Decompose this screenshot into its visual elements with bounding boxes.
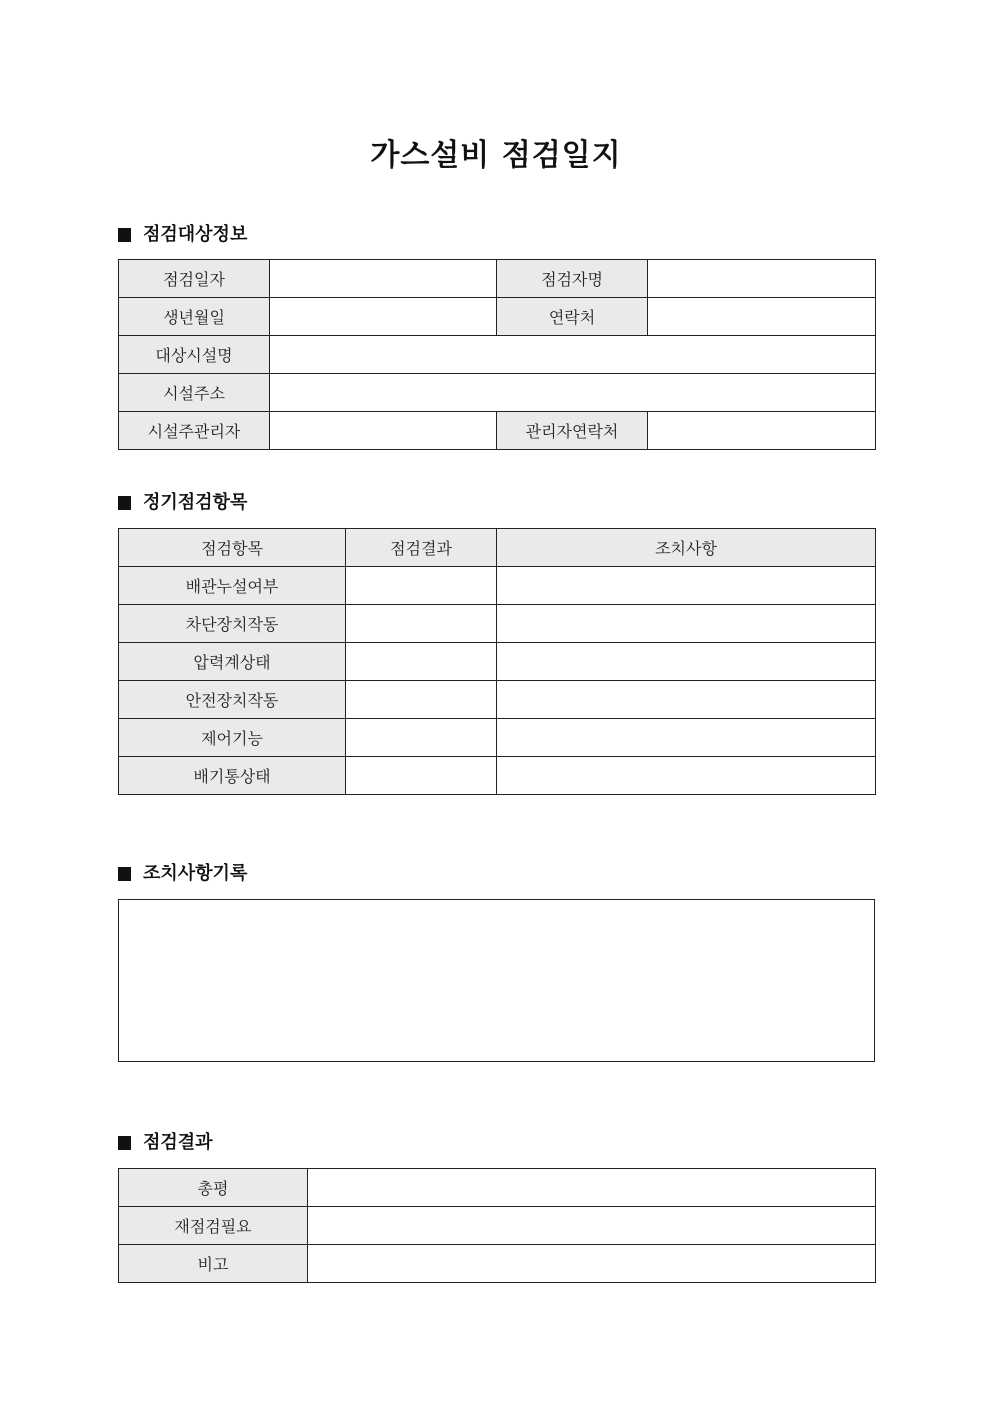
- table-row: [119, 1207, 876, 1245]
- column-header: 점검항목: [119, 529, 346, 567]
- table-row: [119, 1169, 876, 1207]
- manager-contact-field[interactable]: [648, 412, 876, 450]
- check-item-label: 안전장치작동: [119, 681, 346, 719]
- square-bullet-icon: [118, 496, 131, 510]
- target-info-table: [118, 259, 876, 450]
- label-cell: 관리자연락처: [497, 412, 648, 450]
- contact-field[interactable]: [648, 298, 876, 336]
- table-row: [119, 719, 876, 757]
- check-result-field[interactable]: [346, 719, 497, 757]
- square-bullet-icon: [118, 867, 131, 881]
- check-result-field[interactable]: [346, 681, 497, 719]
- check-result-field[interactable]: [346, 567, 497, 605]
- facility-manager-field[interactable]: [270, 412, 497, 450]
- table-row: [119, 260, 876, 298]
- table-row: [119, 412, 876, 450]
- check-item-label: 배관누설여부: [119, 567, 346, 605]
- column-header: 조치사항: [497, 529, 876, 567]
- section-heading-regular-check: [118, 491, 247, 515]
- check-item-label: 압력계상태: [119, 643, 346, 681]
- check-result-field[interactable]: [346, 605, 497, 643]
- section-heading-target-info: [118, 223, 247, 247]
- table-row: [119, 681, 876, 719]
- action-field[interactable]: [497, 567, 876, 605]
- table-header-row: [119, 529, 876, 567]
- table-row: [119, 643, 876, 681]
- section-title: 조치사항기록: [143, 863, 248, 884]
- action-record-textarea[interactable]: [118, 899, 875, 1062]
- label-cell: 생년월일: [119, 298, 270, 336]
- table-row: [119, 374, 876, 412]
- section-title: 점검대상정보: [143, 224, 248, 245]
- document-title: 가스설비 점검일지: [370, 138, 622, 173]
- square-bullet-icon: [118, 1136, 131, 1150]
- square-bullet-icon: [118, 228, 131, 242]
- section-heading-inspection-result: [118, 1131, 213, 1155]
- label-cell: 비고: [119, 1245, 308, 1283]
- action-field[interactable]: [497, 757, 876, 795]
- table-row: [119, 757, 876, 795]
- check-result-field[interactable]: [346, 643, 497, 681]
- check-item-label: 차단장치작동: [119, 605, 346, 643]
- table-row: [119, 1245, 876, 1283]
- birthdate-field[interactable]: [270, 298, 497, 336]
- action-field[interactable]: [497, 681, 876, 719]
- regular-check-table: [118, 528, 876, 795]
- section-heading-action-record: [118, 862, 247, 886]
- label-cell: 총평: [119, 1169, 308, 1207]
- check-result-field[interactable]: [346, 757, 497, 795]
- table-row: [119, 605, 876, 643]
- label-cell: 연락처: [497, 298, 648, 336]
- overall-review-field[interactable]: [308, 1169, 876, 1207]
- action-field[interactable]: [497, 605, 876, 643]
- table-row: [119, 298, 876, 336]
- label-cell: 시설주관리자: [119, 412, 270, 450]
- label-cell: 재점검필요: [119, 1207, 308, 1245]
- section-title: 점검결과: [143, 1132, 213, 1153]
- facility-address-field[interactable]: [270, 374, 876, 412]
- column-header: 점검결과: [346, 529, 497, 567]
- facility-name-field[interactable]: [270, 336, 876, 374]
- check-item-label: 배기통상태: [119, 757, 346, 795]
- reinspection-needed-field[interactable]: [308, 1207, 876, 1245]
- table-row: [119, 567, 876, 605]
- check-item-label: 제어기능: [119, 719, 346, 757]
- inspection-result-table: [118, 1168, 876, 1283]
- label-cell: 점검자명: [497, 260, 648, 298]
- label-cell: 점검일자: [119, 260, 270, 298]
- action-field[interactable]: [497, 719, 876, 757]
- inspection-date-field[interactable]: [270, 260, 497, 298]
- section-title: 정기점검항목: [143, 492, 248, 513]
- action-field[interactable]: [497, 643, 876, 681]
- remarks-field[interactable]: [308, 1245, 876, 1283]
- inspector-name-field[interactable]: [648, 260, 876, 298]
- label-cell: 시설주소: [119, 374, 270, 412]
- label-cell: 대상시설명: [119, 336, 270, 374]
- table-row: [119, 336, 876, 374]
